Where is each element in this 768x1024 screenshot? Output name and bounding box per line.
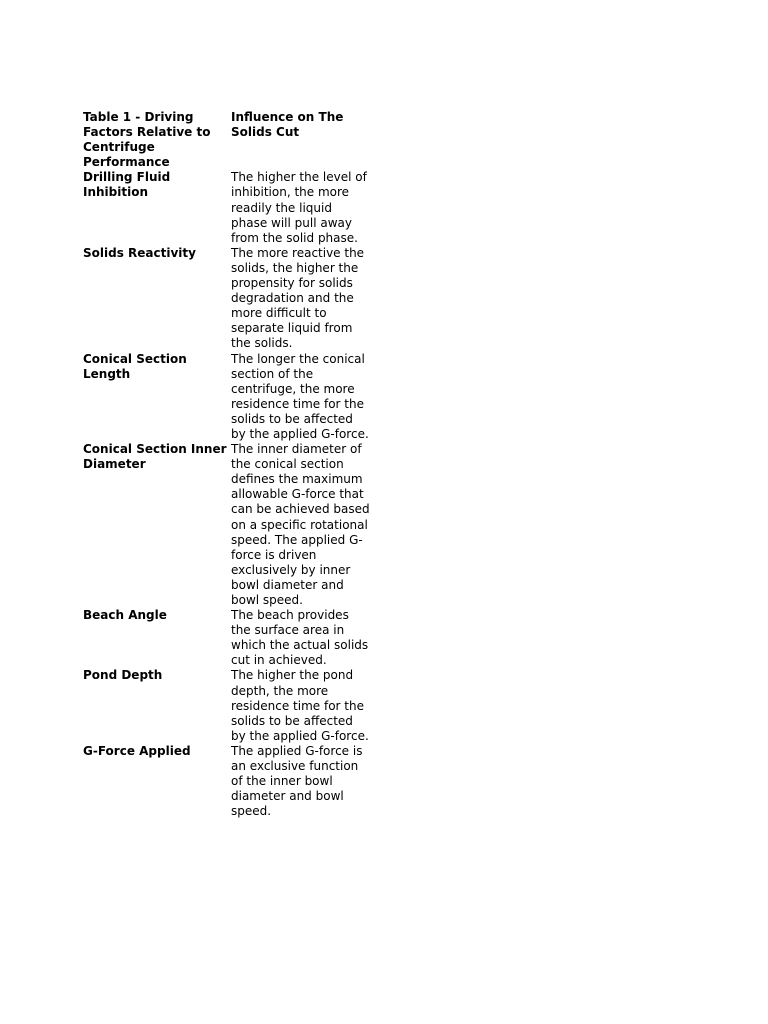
influence-cell: The applied G-force is an exclusive function of the inner bowl diameter and bowl speed.: [231, 743, 363, 819]
table-row: [80, 352, 371, 443]
influence-cell: The inner diameter of the conical section defines the maximum allowable G-force that can be achieved based on a specific rotational speed. The applied G-force is driven exclusively by inner bowl diameter and bowl speed.: [231, 442, 370, 607]
influence-cell: The beach provides the surface area in which the actual solids cut in achieved.: [231, 608, 369, 668]
influence-cell: The longer the conical section of the centrifuge, the more residence time for the solids to be affected by the applied G-force.: [231, 351, 369, 441]
table-row: [80, 442, 371, 608]
factor-cell: Beach Angle: [83, 608, 167, 623]
influence-column-header: Influence on The Solids Cut: [231, 110, 344, 140]
table-row: [80, 744, 371, 819]
table-header-row: [80, 110, 371, 170]
table-row: [80, 246, 371, 352]
factor-cell: Conical Section Length: [83, 351, 187, 381]
influence-cell: The more reactive the solids, the higher the propensity for solids degradation and the more difficult to separate liquid from the solids.: [231, 245, 365, 351]
factor-cell: Pond Depth: [83, 668, 163, 683]
table-row: [80, 170, 371, 245]
factor-cell: Solids Reactivity: [83, 245, 196, 260]
table-row: [80, 608, 371, 668]
factor-cell: Conical Section Inner Diameter: [83, 442, 227, 472]
influence-cell: The higher the pond depth, the more residence time for the solids to be affected by the applied G-force.: [231, 668, 369, 743]
factor-column-header: Table 1 - Driving Factors Relative to Centrifuge Performance: [83, 110, 211, 170]
factor-cell: G-Force Applied: [83, 743, 191, 758]
influence-cell: The higher the level of inhibition, the more readily the liquid phase will pull away from the solid phase.: [231, 170, 367, 245]
table-row: [80, 668, 371, 743]
factor-cell: Drilling Fluid Inhibition: [83, 170, 171, 200]
driving-factors-table: [80, 110, 371, 819]
